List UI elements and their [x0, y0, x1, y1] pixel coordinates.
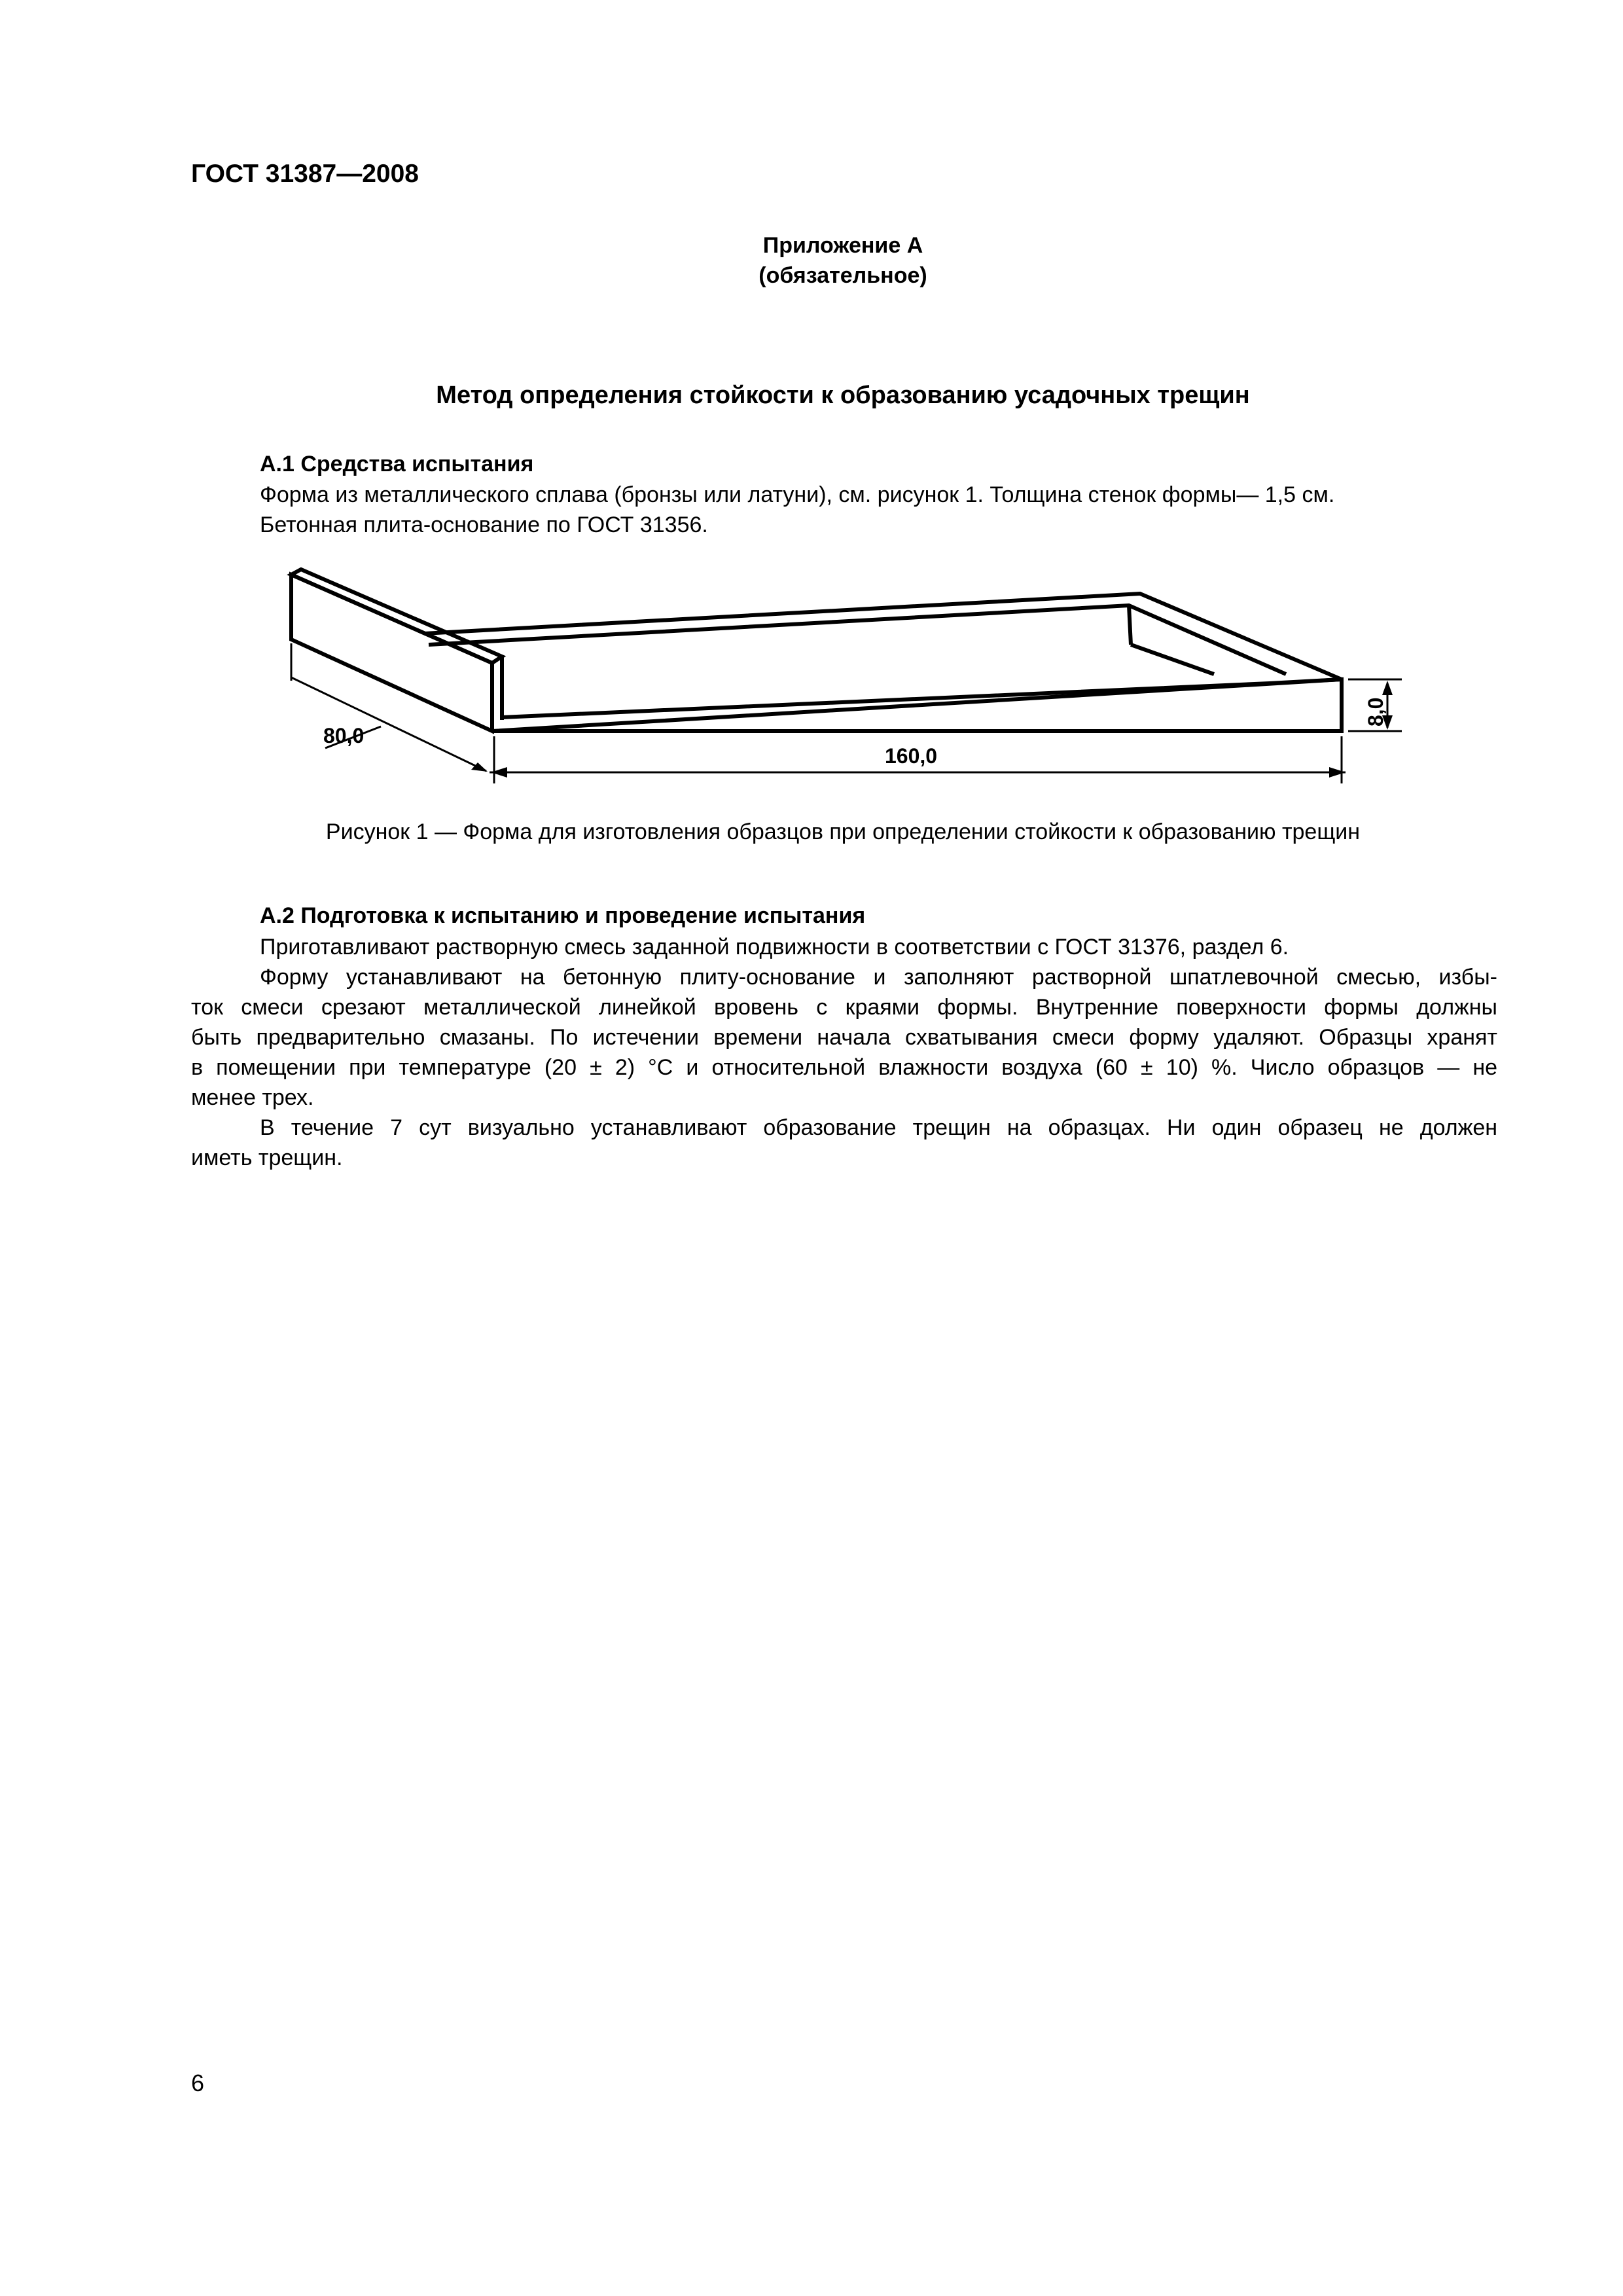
figure-caption: Рисунок 1 — Форма для изготовления образцов при определении стойкости к образованию трещин	[325, 819, 1361, 844]
mold-left-wall-front	[291, 575, 492, 731]
section-a2-text-line: менее трех.	[191, 1085, 314, 1110]
section-a2-text-line: Форму устанавливают на бетонную плиту-основание и заполняют растворной шпатлевочной смесью, избы-	[260, 965, 1497, 990]
section-a2-text-line: иметь трещин.	[191, 1145, 343, 1170]
page-number: 6	[191, 2070, 205, 2096]
document-header: ГОСТ 31387—2008	[191, 160, 419, 188]
dimension-label-width: 80,0	[323, 724, 365, 747]
dimension-label-height: 8,0	[1364, 697, 1387, 726]
section-a2-text-line: В течение 7 сут визуально устанавливают образование трещин на образцах. Ни один образец не должен	[260, 1115, 1497, 1140]
mold-left-wall-top	[291, 569, 502, 663]
appendix-label: Приложение А	[762, 233, 923, 258]
section-a1-text-line: Бетонная плита-основание по ГОСТ 31356.	[260, 512, 708, 537]
section-a2-text-line: ток смеси срезают металлической линейкой вровень с краями формы. Внутренние поверхности формы должны	[191, 995, 1497, 1020]
section-a2-text-line: Приготавливают растворную смесь заданной подвижности в соответствии с ГОСТ 31376, раздел 6.	[260, 935, 1289, 960]
appendix-status: (обязательное)	[758, 263, 927, 288]
mold-figure	[0, 0, 1623, 818]
method-title: Метод определения стойкости к образованию усадочных трещин	[436, 382, 1250, 409]
section-a2-heading: А.2 Подготовка к испытанию и проведение испытания	[260, 903, 866, 928]
dimension-label-length: 160,0	[885, 744, 938, 768]
section-a1-text-line: Форма из металлического сплава (бронзы или латуни), см. рисунок 1. Толщина стенок формы— 1,5 см.	[260, 482, 1335, 507]
section-a2-text-line: в помещении при температуре (20 ± 2) °С и относительной влажности воздуха (60 ± 10) %. Число образцов — не	[191, 1055, 1497, 1080]
section-a1-heading: А.1 Средства испытания	[260, 452, 534, 476]
section-a2-text-line: быть предварительно смазаны. По истечении времени начала схватывания смеси форму удаляют. Образцы хранят	[191, 1025, 1497, 1050]
dimension-line-width	[291, 677, 486, 771]
